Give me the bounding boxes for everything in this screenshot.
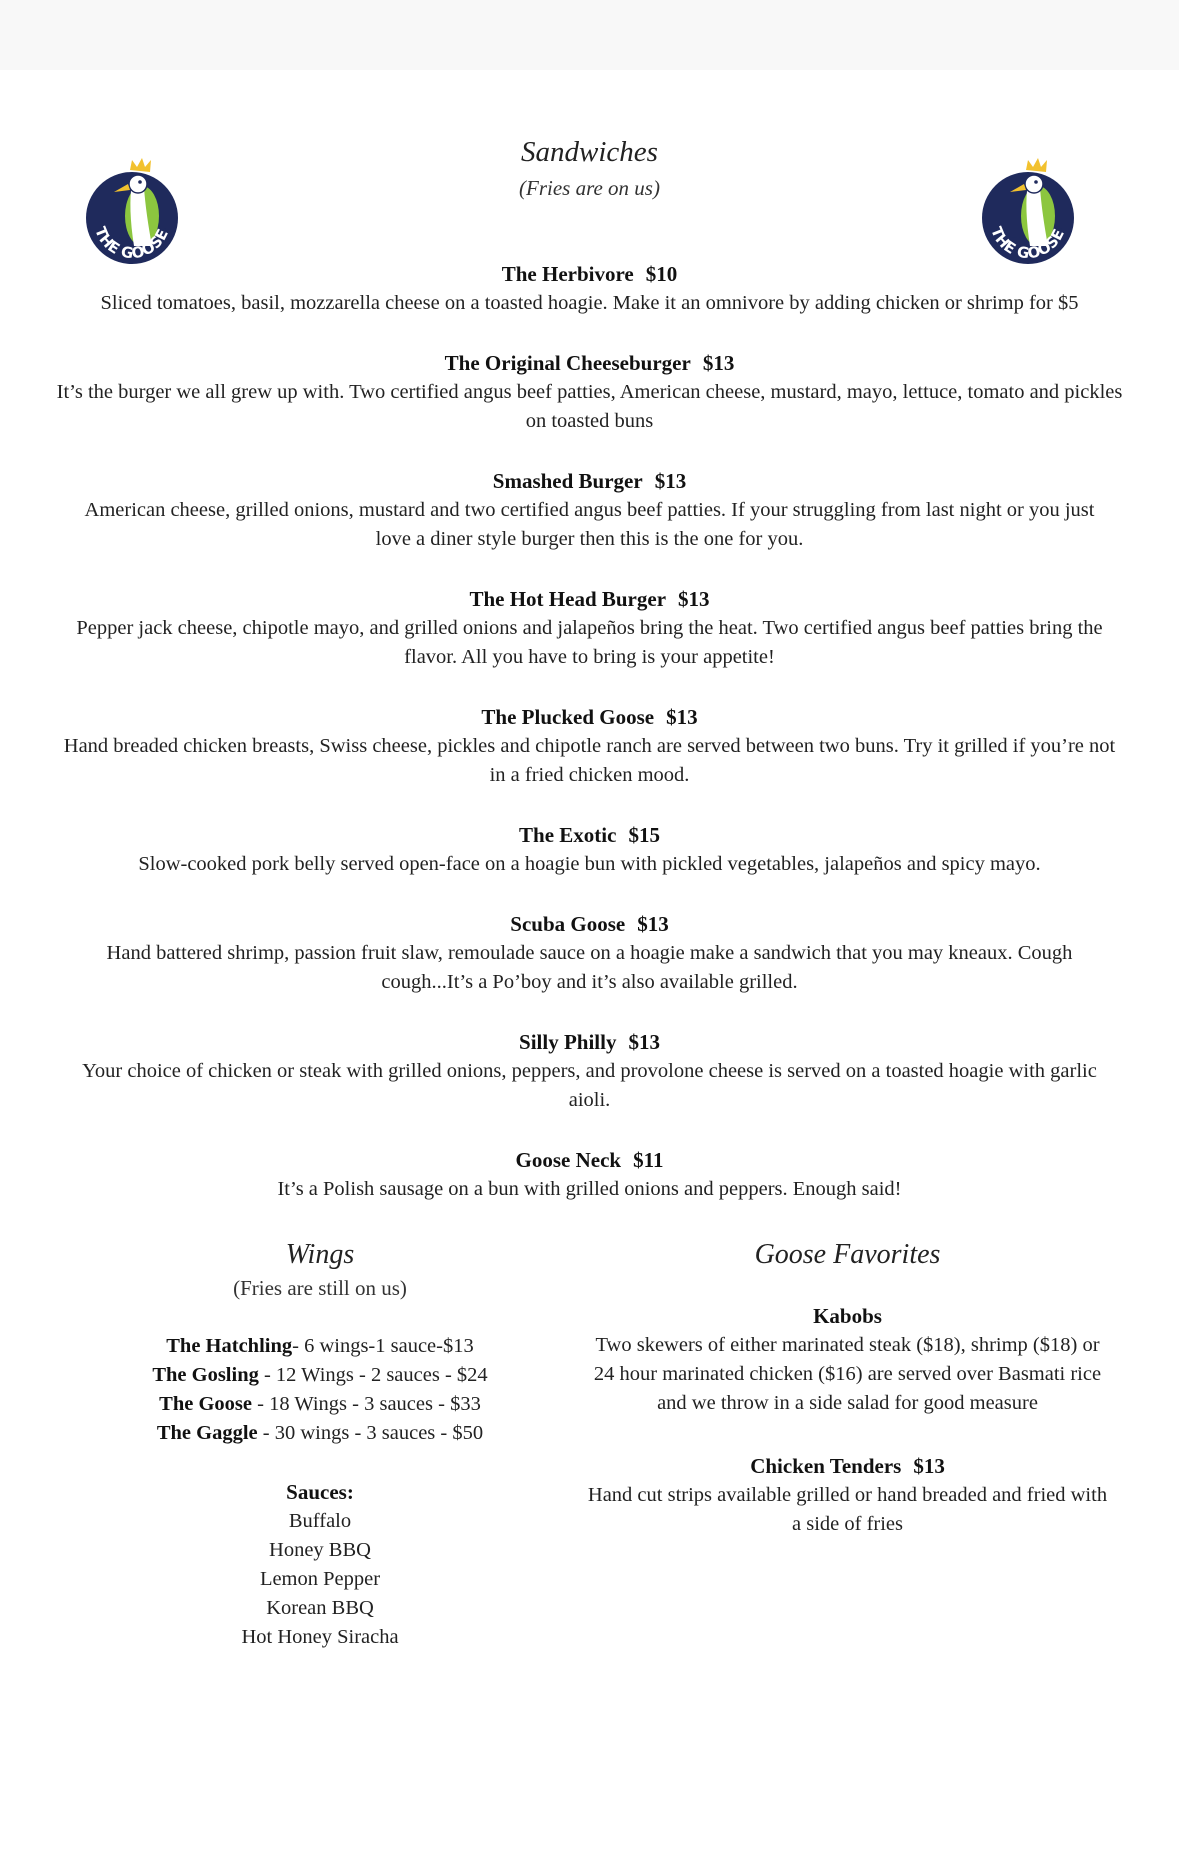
- item-price: $13: [637, 912, 669, 936]
- wings-section: [110, 1236, 530, 1652]
- favorite-item: [585, 1302, 1110, 1418]
- item-price: $10: [645, 262, 678, 286]
- section-title-sandwiches: Sandwiches: [521, 136, 658, 168]
- item-price: $13: [666, 705, 698, 729]
- favorite-item: [585, 1452, 1110, 1539]
- item-price: $13: [628, 1030, 660, 1054]
- wing-option-detail: - 30 wings - 3 sauces - $50: [257, 1422, 484, 1444]
- favorite-heading: [585, 1302, 1110, 1331]
- sauces-heading: Sauces:: [286, 1480, 354, 1504]
- sauce-item: Korean BBQ: [266, 1597, 374, 1619]
- item-description: Hand battered shrimp, passion fruit slaw, remoulade sauce on a hoagie make a sandwich that you may kneaux. Cough cough...It’s a Po’boy and it’s also available grilled.: [106, 942, 1073, 993]
- item-description: Hand breaded chicken breasts, Swiss cheese, pickles and chipotle ranch are served between two buns. Try it grilled if you’re not in a fried chicken mood.: [63, 735, 1116, 786]
- item-name: The Plucked Goose: [481, 705, 655, 729]
- favorite-name: Chicken Tenders: [750, 1454, 902, 1478]
- sauce-item: Lemon Pepper: [259, 1568, 381, 1590]
- item-name: Silly Philly: [519, 1030, 617, 1054]
- item-price: $15: [628, 823, 660, 847]
- menu-item: [50, 349, 1129, 436]
- section-title-favorites: Goose Favorites: [754, 1239, 941, 1270]
- item-heading: [50, 821, 1129, 850]
- item-heading: [50, 1028, 1129, 1057]
- wing-option-detail: - 6 wings-1 sauce-$13: [292, 1335, 474, 1357]
- menu-item: [50, 467, 1129, 554]
- wing-option: [110, 1419, 530, 1448]
- item-description: It’s the burger we all grew up with. Two certified angus beef patties, American cheese, mustard, mayo, lettuce, tomato and pickles on toasted buns: [56, 381, 1123, 432]
- item-heading: [50, 467, 1129, 496]
- item-description: Sliced tomatoes, basil, mozzarella cheese on a toasted hoagie. Make it an omnivore by adding chicken or shrimp for $5: [100, 292, 1079, 314]
- section-subtitle-wings: (Fries are still on us): [233, 1276, 407, 1300]
- item-description: Slow-cooked pork belly served open-face on a hoagie bun with pickled vegetables, jalapeños and spicy mayo.: [138, 853, 1041, 875]
- item-name: The Exotic: [519, 823, 617, 847]
- item-description: It’s a Polish sausage on a bun with grilled onions and peppers. Enough said!: [277, 1178, 902, 1200]
- item-price: $13: [654, 469, 687, 493]
- favorite-description: Hand cut strips available grilled or hand breaded and fried with a side of fries: [587, 1484, 1108, 1535]
- menu-item: [50, 1146, 1129, 1204]
- item-heading: [50, 703, 1129, 732]
- item-price: $13: [702, 351, 735, 375]
- item-heading: [50, 585, 1129, 614]
- wing-option-detail: - 12 Wings - 2 sauces - $24: [258, 1364, 488, 1386]
- menu-item: [50, 1028, 1129, 1115]
- menu-item: [50, 260, 1129, 318]
- wing-option: [110, 1390, 530, 1419]
- wing-option: [110, 1332, 530, 1361]
- item-description: Pepper jack cheese, chipotle mayo, and grilled onions and jalapeños bring the heat. Two certified angus beef patties bring the flavor. All you have to bring is your appetite!: [76, 617, 1103, 668]
- item-heading: [50, 1146, 1129, 1175]
- wing-option: [110, 1361, 530, 1390]
- wing-option-name: The Gosling: [152, 1364, 259, 1386]
- item-name: The Herbivore: [501, 262, 634, 286]
- menu-item: [50, 585, 1129, 672]
- favorites-section: [585, 1236, 1110, 1539]
- favorite-name: Kabobs: [813, 1304, 882, 1328]
- menu-item: [50, 703, 1129, 790]
- favorite-heading: [585, 1452, 1110, 1481]
- menu-item: [50, 821, 1129, 879]
- wing-option-name: The Hatchling: [166, 1335, 293, 1357]
- sauces-list: [110, 1478, 530, 1652]
- wing-options: [110, 1332, 530, 1448]
- sauce-item: Hot Honey Siracha: [241, 1626, 399, 1648]
- item-price: $11: [633, 1148, 664, 1172]
- menu-item: [50, 910, 1129, 997]
- wing-option-name: The Goose: [159, 1393, 252, 1415]
- item-heading: [50, 910, 1129, 939]
- item-name: Scuba Goose: [510, 912, 626, 936]
- section-title-wings: Wings: [285, 1239, 355, 1270]
- favorite-price: $13: [913, 1454, 945, 1478]
- sauce-item: Honey BBQ: [269, 1539, 371, 1561]
- sauce-item: Buffalo: [288, 1510, 352, 1532]
- item-name: Smashed Burger: [492, 469, 643, 493]
- favorite-description: Two skewers of either marinated steak ($18), shrimp ($18) or 24 hour marinated chicken ($16) are served over Basmati rice and we throw in a side salad for good measure: [593, 1334, 1102, 1414]
- item-heading: [50, 260, 1129, 289]
- wing-option-name: The Gaggle: [156, 1422, 258, 1444]
- item-name: The Original Cheeseburger: [444, 351, 691, 375]
- item-name: The Hot Head Burger: [469, 587, 667, 611]
- logo-text-left: THE GOOSE: [91, 224, 172, 263]
- item-description: American cheese, grilled onions, mustard and two certified angus beef patties. If your struggling from last night or you just love a diner style burger then this is the one for you.: [84, 499, 1095, 550]
- item-heading: [50, 349, 1129, 378]
- wing-option-detail: - 18 Wings - 3 sauces - $33: [252, 1393, 481, 1415]
- section-subtitle-sandwiches: (Fries are on us): [519, 176, 660, 200]
- logo-text-right: THE GOOSE: [987, 224, 1068, 263]
- item-name: Goose Neck: [515, 1148, 622, 1172]
- sandwich-list: [50, 260, 1129, 1235]
- item-price: $13: [678, 587, 710, 611]
- item-description: Your choice of chicken or steak with grilled onions, peppers, and provolone cheese is served on a toasted hoagie with garlic aioli.: [82, 1060, 1097, 1111]
